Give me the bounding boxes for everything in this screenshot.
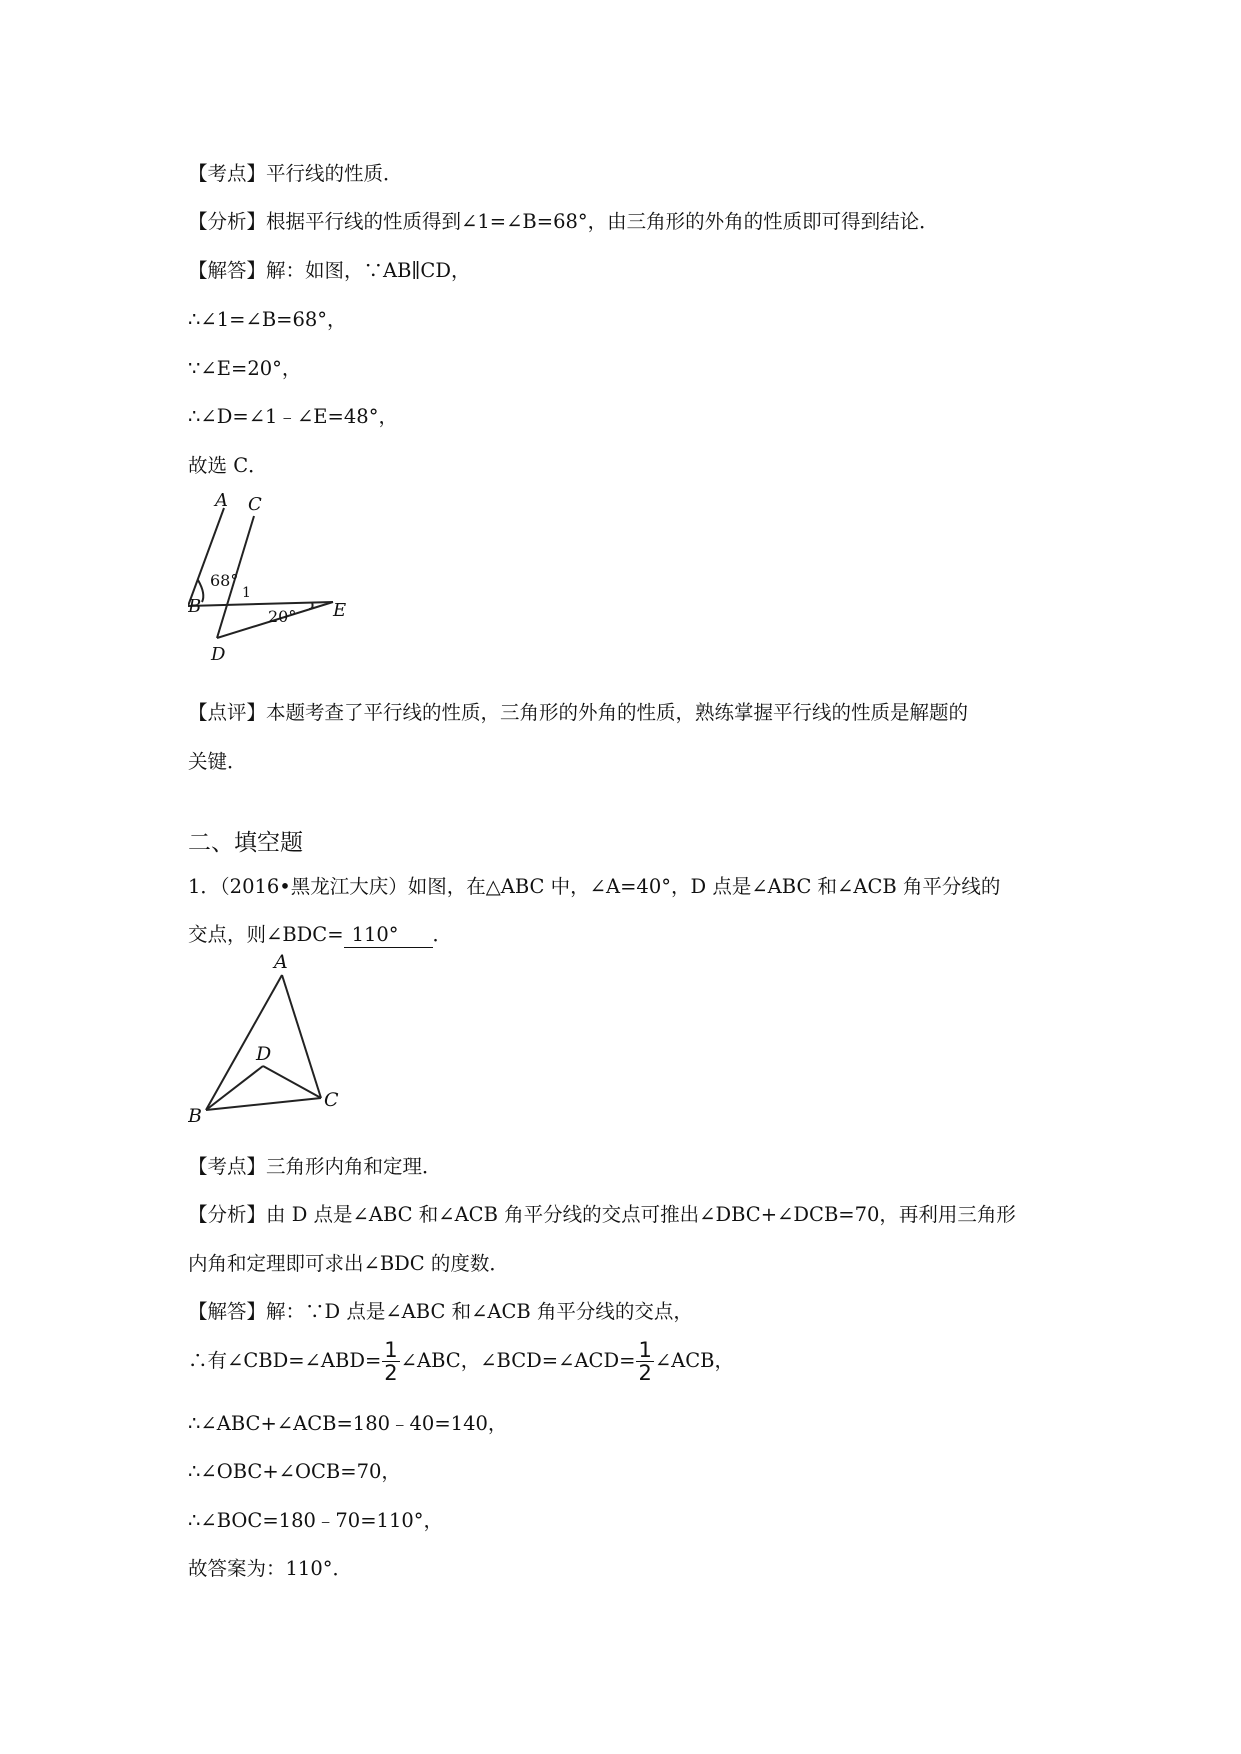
fenxi-1: 【分析】根据平行线的性质得到∠1=∠B=68°，由三角形的外角的性质即可得到结论． xyxy=(188,210,939,233)
dianping-1-line2: 关键． xyxy=(188,750,247,773)
jieda-2-line5: ∴∠BOC=180﹣70=110°， xyxy=(188,1509,444,1532)
question-2-prefix: 交点，则∠BDC= xyxy=(188,923,344,946)
parallel-lines-figure xyxy=(188,488,348,668)
jieda-2-line2-part3: ∠ACB， xyxy=(654,1349,734,1372)
jieda-2-line6: 故答案为：110°． xyxy=(188,1557,352,1580)
label-b: B xyxy=(188,596,202,617)
jieda-2-line2-part1: ∴有∠CBD=∠ABD= xyxy=(188,1349,382,1372)
line-ab xyxy=(188,508,224,606)
jieda-2-line1: 【解答】解：∵D 点是∠ABC 和∠ACB 角平分线的交点， xyxy=(188,1300,693,1323)
jieda-2-line3: ∴∠ABC+∠ACB=180﹣40=140， xyxy=(188,1412,508,1435)
jieda-1-line1: 【解答】解：如图，∵AB∥CD， xyxy=(188,259,471,282)
jieda-2-line2-part2: ∠ABC，∠BCD=∠ACD= xyxy=(400,1349,636,1372)
label-c2: C xyxy=(324,1089,339,1111)
question-2-suffix: ． xyxy=(432,923,453,946)
fraction-numerator: 1 xyxy=(384,1338,398,1362)
fenxi-2-line1: 【分析】由 D 点是∠ABC 和∠ACB 角平分线的交点可推出∠DBC+∠DCB=70，再利用三角形 xyxy=(188,1203,1016,1226)
kaodian-2: 【考点】三角形内角和定理． xyxy=(188,1155,442,1178)
side-bc xyxy=(206,1098,321,1110)
label-a: A xyxy=(215,490,228,511)
jieda-2-line2 xyxy=(188,1335,734,1387)
fraction-half-2 xyxy=(636,1339,653,1384)
jieda-1-line3: ∵∠E=20°， xyxy=(188,357,302,380)
fraction-denominator: 2 xyxy=(384,1361,398,1385)
segment-bd xyxy=(206,1066,263,1110)
label-c: C xyxy=(248,494,262,515)
label-d2: D xyxy=(256,1043,272,1065)
answer-blank: 110° xyxy=(344,923,433,948)
kaodian-1: 【考点】平行线的性质． xyxy=(188,162,403,185)
triangle-bisector-figure xyxy=(188,948,348,1128)
jieda-1-line2: ∴∠1=∠B=68°， xyxy=(188,308,347,331)
fenxi-2-line2: 内角和定理即可求出∠BDC 的度数． xyxy=(188,1252,509,1275)
label-68: 68° xyxy=(210,571,239,590)
dianping-1-line1: 【点评】本题考查了平行线的性质，三角形的外角的性质，熟练掌握平行线的性质是解题的 xyxy=(188,701,969,724)
fraction-numerator: 1 xyxy=(638,1338,652,1362)
label-a2: A xyxy=(274,951,288,973)
question-2-line2 xyxy=(188,923,452,948)
label-b2: B xyxy=(188,1105,202,1127)
jieda-2-line4: ∴∠OBC+∠OCB=70， xyxy=(188,1460,401,1483)
jieda-1-line4: ∴∠D=∠1﹣∠E=48°， xyxy=(188,405,398,428)
fraction-half-1 xyxy=(382,1339,399,1384)
label-angle-1: 1 xyxy=(242,585,251,601)
label-e: E xyxy=(333,600,347,621)
fraction-denominator: 2 xyxy=(638,1361,652,1385)
jieda-1-line5: 故选 C． xyxy=(188,454,268,477)
section-title: 二、填空题 xyxy=(188,830,303,856)
question-2-line1: 1．（2016•黑龙江大庆）如图，在△ABC 中，∠A=40°，D 点是∠ABC 和∠ACB 角平分线的 xyxy=(188,875,1001,898)
label-d: D xyxy=(211,644,226,665)
label-20: 20° xyxy=(268,607,297,626)
